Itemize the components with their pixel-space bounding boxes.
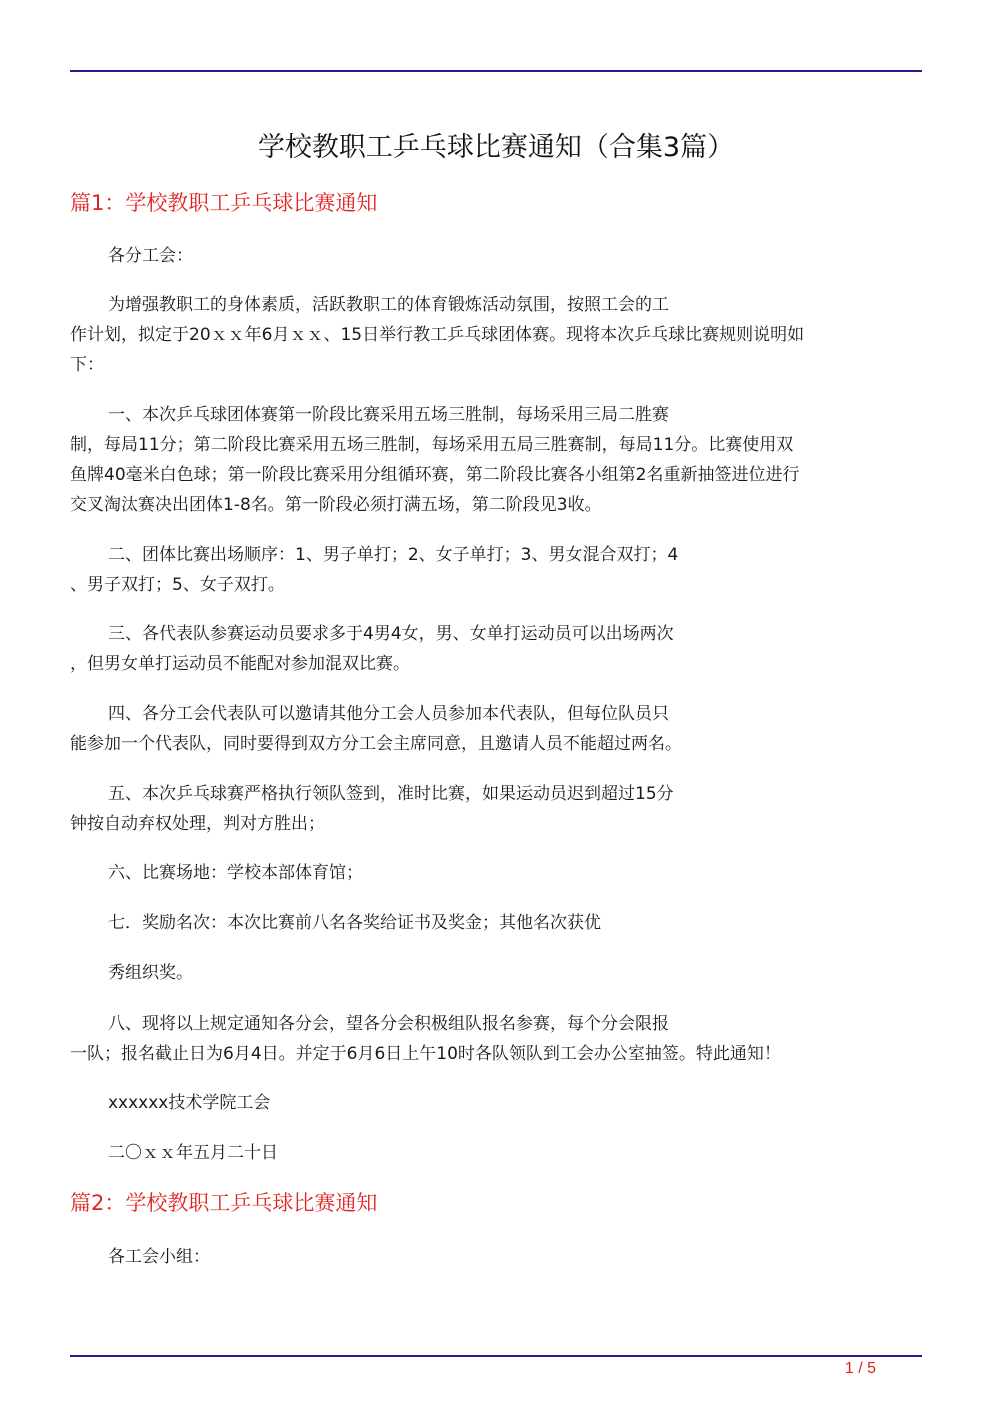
rule-3-paragraph: [70, 619, 922, 679]
rule-6-line: 六、比赛场地：学校本部体育馆；: [108, 863, 363, 883]
rule-5-line: 五、本次乒乓球赛严格执行领队签到，准时比赛，如果运动员迟到超过15分: [108, 784, 674, 804]
rule-6-paragraph: [70, 858, 922, 888]
section-2-salutation-line: 各工会小组：: [108, 1247, 210, 1267]
rule-1-line: 制，每局11分；第二阶段比赛采用五场三胜制，每场采用五局三胜赛制，每局11分。比赛使用双: [70, 435, 794, 455]
rule-1-line: 鱼牌40毫米白色球；第一阶段比赛采用分组循环赛，第二阶段比赛各小组第2名重新抽签进位进行: [70, 465, 800, 485]
rule-3-line: 三、各代表队参赛运动员要求多于4男4女，男、女单打运动员可以出场两次: [108, 624, 674, 644]
rule-4-paragraph: [70, 699, 922, 759]
salutation-paragraph: [70, 241, 922, 271]
section-2-salutation-paragraph: [70, 1242, 922, 1272]
salutation-line: 各分工会：: [108, 246, 193, 266]
rule-5-line: 钟按自动弃权处理，判对方胜出；: [70, 814, 325, 834]
rule-8-line: 八、现将以上规定通知各分会，望各分会积极组队报名参赛，每个分会限报: [108, 1014, 669, 1034]
page-number: 1 / 5: [844, 1360, 876, 1377]
rule-3-line: ，但男女单打运动员不能配对参加混双比赛。: [70, 654, 410, 674]
rule-2-line: 、男子双打；5、女子双打。: [70, 575, 285, 595]
rule-1-line: 交叉淘汰赛决出团体1-8名。第一阶段必须打满五场，第二阶段见3收。: [70, 495, 602, 515]
signature-line: xxxxxx技术学院工会: [108, 1093, 271, 1113]
date-paragraph: [70, 1138, 922, 1168]
rule-4-line: 能参加一个代表队，同时要得到双方分工会主席同意，且邀请人员不能超过两名。: [70, 734, 682, 754]
rule-1-paragraph: [70, 400, 922, 520]
rule-7-paragraph: [70, 908, 922, 938]
document-title: 学校教职工乒乓球比赛通知（合集3篇）: [257, 132, 735, 163]
rule-8-paragraph: [70, 1009, 922, 1069]
rule-7-line: 七．奖励名次：本次比赛前八名各奖给证书及奖金；其他名次获优: [108, 913, 601, 933]
rule-4-line: 四、各分工会代表队可以邀请其他分工会人员参加本代表队，但每位队员只: [108, 704, 669, 724]
rule-8-line: 一队；报名截止日为6月4日。并定于6月6日上午10时各队领队到工会办公室抽签。特此通知！: [70, 1044, 781, 1064]
date-line: 二〇ｘｘ年五月二十日: [108, 1143, 278, 1163]
rule-7-continuation: [70, 958, 922, 988]
rule-7-continuation-line: 秀组织奖。: [108, 963, 193, 983]
rule-1-line: 一、本次乒乓球团体赛第一阶段比赛采用五场三胜制，每场采用三局二胜赛: [108, 405, 669, 425]
header-rule: [70, 70, 922, 72]
rule-2-paragraph: [70, 540, 922, 600]
signature-paragraph: [70, 1088, 922, 1118]
rule-5-paragraph: [70, 779, 922, 839]
intro-line: 作计划，拟定于20ｘｘ年6月ｘｘ、15日举行教工乒乓球团体赛。现将本次乒乓球比赛规则说明如: [70, 325, 805, 345]
footer-rule: [70, 1355, 922, 1357]
intro-line: 下：: [70, 355, 104, 375]
intro-line: 为增强教职工的身体素质，活跃教职工的体育锻炼活动氛围，按照工会的工: [108, 295, 669, 315]
intro-paragraph: [70, 290, 922, 380]
section-1-heading: 篇1：学校教职工乒乓球比赛通知: [70, 191, 378, 215]
rule-2-line: 二、团体比赛出场顺序：1、男子单打；2、女子单打；3、男女混合双打；4: [108, 545, 679, 565]
section-2-heading: 篇2：学校教职工乒乓球比赛通知: [70, 1191, 378, 1215]
